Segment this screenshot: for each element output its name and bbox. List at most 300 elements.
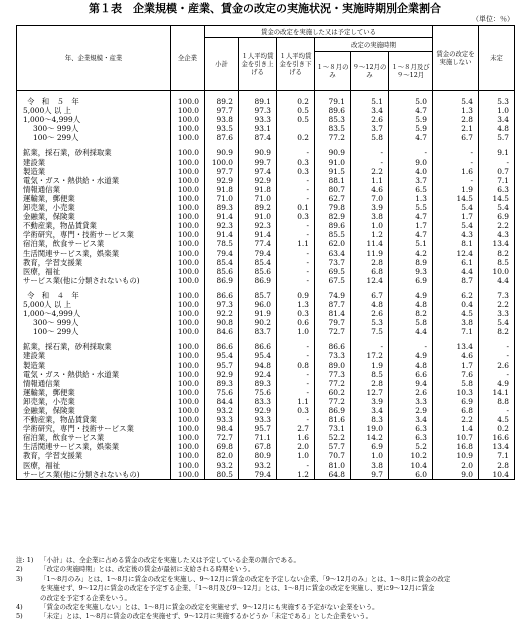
cell-value: - bbox=[277, 176, 315, 185]
cell-value: 94.8 bbox=[239, 361, 277, 370]
cell-value: 87.7 bbox=[315, 300, 351, 309]
cell-value: 2.0 bbox=[277, 442, 315, 451]
cell-value: 17.2 bbox=[351, 351, 389, 360]
cell-value: 100.0 bbox=[171, 461, 205, 470]
cell-value: - bbox=[277, 185, 315, 194]
cell-value: 6.3 bbox=[479, 185, 515, 194]
cell-value: 5.9 bbox=[389, 124, 433, 133]
cell-value: 97.3 bbox=[239, 106, 277, 115]
cell-value: 3.8 bbox=[351, 212, 389, 221]
cell-value: 6.3 bbox=[389, 424, 433, 433]
row-label: 製造業 bbox=[17, 361, 171, 370]
cell-value: 0.3 bbox=[277, 406, 315, 415]
cell-value: 85.6 bbox=[239, 267, 277, 276]
cell-value: 3.7 bbox=[351, 124, 389, 133]
cell-value: 73.7 bbox=[315, 258, 351, 267]
cell-value: 88.1 bbox=[315, 176, 351, 185]
table-row bbox=[17, 461, 515, 470]
cell-value: 9.1 bbox=[479, 148, 515, 157]
cell-value: 77.2 bbox=[315, 397, 351, 406]
cell-value: 6.1 bbox=[433, 258, 479, 267]
row-label: 生活関連サービス業，娯楽業 bbox=[17, 442, 171, 451]
cell-value: - bbox=[277, 230, 315, 239]
cell-value: 85.3 bbox=[315, 115, 351, 124]
cell-value: 85.6 bbox=[205, 267, 239, 276]
cell-value: 82.0 bbox=[205, 451, 239, 460]
cell-value: 86.6 bbox=[239, 342, 277, 351]
table-row bbox=[17, 239, 515, 248]
cell-value: 52.2 bbox=[315, 433, 351, 442]
row-label: 医療，福祉 bbox=[17, 267, 171, 276]
cell-value: 8.8 bbox=[479, 397, 515, 406]
cell-value: 70.7 bbox=[315, 451, 351, 460]
cell-value: 3.9 bbox=[351, 397, 389, 406]
cell-value: 2.8 bbox=[479, 461, 515, 470]
footnote-mark: 5) bbox=[16, 612, 23, 621]
cell-value: 8.2 bbox=[389, 309, 433, 318]
cell-value: 2.1 bbox=[433, 124, 479, 133]
cell-value: 4.4 bbox=[479, 276, 515, 285]
row-label: 生活関連サービス業，娯楽業 bbox=[17, 249, 171, 258]
cell-value: 13.4 bbox=[479, 442, 515, 451]
cell-value: 9.3 bbox=[389, 267, 433, 276]
footnote bbox=[16, 612, 516, 621]
cell-value: - bbox=[277, 415, 315, 424]
table-row bbox=[17, 379, 515, 388]
cell-value: 100.0 bbox=[171, 291, 205, 300]
cell-value: 5.9 bbox=[389, 115, 433, 124]
cell-value: 100.0 bbox=[205, 158, 239, 167]
cell-value: 1.1 bbox=[351, 176, 389, 185]
cell-value: 6.3 bbox=[389, 433, 433, 442]
row-label: 鉱業，採石業，砂利採取業 bbox=[17, 148, 171, 157]
cell-value: 75.6 bbox=[205, 388, 239, 397]
cell-value: 100.0 bbox=[171, 342, 205, 351]
cell-value: 90.2 bbox=[239, 318, 277, 327]
table-row bbox=[17, 442, 515, 451]
header-group: 賃金の改定を実施した又は予定している bbox=[205, 26, 433, 38]
row-label: サービス業(他に分類されないもの) bbox=[17, 470, 171, 480]
row-label: 不動産業，物品賃貸業 bbox=[17, 415, 171, 424]
row-label: 1,000～4,999人 bbox=[17, 309, 171, 318]
cell-value: 3.4 bbox=[479, 115, 515, 124]
cell-value: 3.4 bbox=[351, 106, 389, 115]
cell-value: 74.9 bbox=[315, 291, 351, 300]
cell-value: 5.3 bbox=[351, 318, 389, 327]
cell-value: 92.3 bbox=[205, 221, 239, 230]
footnote-mark bbox=[16, 594, 40, 603]
table-row bbox=[17, 176, 515, 185]
cell-value: 0.3 bbox=[277, 212, 315, 221]
cell-value: 4.9 bbox=[479, 379, 515, 388]
row-label: 卸売業，小売業 bbox=[17, 397, 171, 406]
cell-value: 100.0 bbox=[171, 185, 205, 194]
cell-value: 4.6 bbox=[433, 351, 479, 360]
cell-value: 93.8 bbox=[205, 115, 239, 124]
cell-value: 7.1 bbox=[479, 176, 515, 185]
table-row bbox=[17, 351, 515, 360]
cell-value: 64.8 bbox=[315, 470, 351, 480]
footnote-text: 「未定」とは、1～8月に賃金の改定を実施せず、9～12月に実施するかどうか「未定である」とした企業をいう。 bbox=[40, 612, 373, 621]
cell-value: 3.7 bbox=[389, 176, 433, 185]
row-label: 令 和 ４ 年 bbox=[17, 291, 171, 300]
cell-value: 89.6 bbox=[315, 106, 351, 115]
cell-value: 100.0 bbox=[171, 424, 205, 433]
table-body bbox=[17, 91, 515, 480]
cell-value: 71.1 bbox=[239, 433, 277, 442]
cell-value: 6.7 bbox=[433, 133, 479, 142]
cell-value: 100.0 bbox=[171, 239, 205, 248]
table-row bbox=[17, 424, 515, 433]
cell-value: 7.1 bbox=[433, 327, 479, 336]
cell-value: 1.0 bbox=[351, 451, 389, 460]
cell-value: 2.2 bbox=[479, 221, 515, 230]
cell-value: - bbox=[479, 370, 515, 379]
row-label: 宿泊業，飲食サービス業 bbox=[17, 433, 171, 442]
cell-value: 86.6 bbox=[205, 342, 239, 351]
cell-value: 100.0 bbox=[171, 176, 205, 185]
cell-value: 60.2 bbox=[315, 388, 351, 397]
row-label: 卸売業，小売業 bbox=[17, 203, 171, 212]
cell-value: 13.4 bbox=[433, 342, 479, 351]
cell-value: 81.0 bbox=[315, 461, 351, 470]
cell-value: 91.4 bbox=[205, 230, 239, 239]
cell-value: 93.5 bbox=[205, 124, 239, 133]
cell-value: 7.6 bbox=[433, 370, 479, 379]
header-cut: １人平均賃金を引き下げる bbox=[277, 38, 315, 91]
cell-value: 4.3 bbox=[433, 230, 479, 239]
cell-value: 91.8 bbox=[239, 185, 277, 194]
cell-value: - bbox=[277, 194, 315, 203]
cell-value: 75.6 bbox=[239, 388, 277, 397]
cell-value: 5.4 bbox=[479, 318, 515, 327]
cell-value: 95.7 bbox=[239, 424, 277, 433]
cell-value: 3.4 bbox=[351, 406, 389, 415]
cell-value: 100.0 bbox=[171, 203, 205, 212]
footnote bbox=[16, 584, 516, 593]
cell-value: 83.5 bbox=[315, 124, 351, 133]
cell-value: - bbox=[277, 221, 315, 230]
cell-value: 100.0 bbox=[171, 115, 205, 124]
row-label: 不動産業，物品賃貸業 bbox=[17, 221, 171, 230]
row-label: 金融業，保険業 bbox=[17, 406, 171, 415]
cell-value: 0.4 bbox=[433, 300, 479, 309]
cell-value: 80.5 bbox=[205, 470, 239, 480]
cell-value: 62.7 bbox=[315, 194, 351, 203]
cell-value: 4.7 bbox=[389, 212, 433, 221]
cell-value: 1.0 bbox=[479, 106, 515, 115]
cell-value: 90.8 bbox=[205, 318, 239, 327]
cell-value: 89.3 bbox=[205, 379, 239, 388]
table-row bbox=[17, 370, 515, 379]
cell-value: 7.0 bbox=[351, 194, 389, 203]
cell-value: 91.9 bbox=[239, 309, 277, 318]
cell-value: 14.1 bbox=[479, 388, 515, 397]
cell-value: 91.5 bbox=[315, 167, 351, 176]
cell-value: 16.6 bbox=[479, 433, 515, 442]
cell-value: 4.4 bbox=[389, 327, 433, 336]
cell-value: 2.9 bbox=[389, 406, 433, 415]
cell-value: 100.0 bbox=[171, 124, 205, 133]
cell-value: - bbox=[351, 342, 389, 351]
row-label: 情報通信業 bbox=[17, 185, 171, 194]
cell-value: 86.9 bbox=[205, 276, 239, 285]
footnote-text: 「改定の実施時期」とは、改定後の賃金が最初に支給される時期をいう。 bbox=[40, 565, 255, 574]
cell-value: 100.0 bbox=[171, 97, 205, 106]
cell-value: 100.0 bbox=[171, 470, 205, 480]
cell-value: 1.9 bbox=[351, 361, 389, 370]
header-raise: １人平均賃金を引き上げる bbox=[239, 38, 277, 91]
table-row bbox=[17, 451, 515, 460]
cell-value: 6.2 bbox=[433, 291, 479, 300]
cell-value: 100.0 bbox=[171, 194, 205, 203]
footnote bbox=[16, 603, 516, 612]
cell-value: 5.4 bbox=[433, 97, 479, 106]
cell-value: 2.2 bbox=[479, 300, 515, 309]
cell-value: 100.0 bbox=[171, 258, 205, 267]
cell-value: - bbox=[433, 158, 479, 167]
cell-value: 2.6 bbox=[351, 309, 389, 318]
cell-value: 90.9 bbox=[239, 148, 277, 157]
cell-value: - bbox=[351, 158, 389, 167]
cell-value: 78.5 bbox=[205, 239, 239, 248]
row-label: 運輸業，郵便業 bbox=[17, 194, 171, 203]
cell-value: 2.8 bbox=[351, 379, 389, 388]
row-label: 学術研究，専門・技術サービス業 bbox=[17, 230, 171, 239]
table-row bbox=[17, 276, 515, 285]
cell-value: 9.0 bbox=[433, 470, 479, 480]
cell-value: 57.7 bbox=[315, 442, 351, 451]
header-both: １～８月及び９～12月 bbox=[389, 52, 433, 91]
table-title: 第１表 企業規模・産業、賃金の改定の実施状況・実施時期別企業割合 bbox=[89, 2, 441, 15]
footnote bbox=[16, 565, 516, 574]
cell-value: 9.7 bbox=[351, 470, 389, 480]
cell-value: 85.7 bbox=[239, 291, 277, 300]
cell-value: 98.4 bbox=[205, 424, 239, 433]
row-label: 教育，学習支援業 bbox=[17, 258, 171, 267]
cell-value: 4.5 bbox=[433, 309, 479, 318]
table-row bbox=[17, 106, 515, 115]
cell-value: 100.0 bbox=[171, 451, 205, 460]
cell-value: - bbox=[277, 342, 315, 351]
cell-value: 16.8 bbox=[433, 442, 479, 451]
row-label: 学術研究，専門・技術サービス業 bbox=[17, 424, 171, 433]
footnote-text: の改定を予定する企業をいう。 bbox=[40, 593, 131, 602]
cell-value: 9.4 bbox=[389, 379, 433, 388]
table-row bbox=[17, 133, 515, 142]
cell-value: 5.4 bbox=[433, 203, 479, 212]
cell-value: 82.9 bbox=[315, 212, 351, 221]
cell-value: 2.6 bbox=[389, 388, 433, 397]
row-label: 金融業，保険業 bbox=[17, 212, 171, 221]
cell-value: 93.3 bbox=[205, 415, 239, 424]
cell-value: 81.6 bbox=[315, 415, 351, 424]
table-row bbox=[17, 167, 515, 176]
table-row bbox=[17, 148, 515, 157]
wage-revision-table bbox=[16, 25, 515, 480]
cell-value: 1.6 bbox=[433, 167, 479, 176]
cell-value: 0.7 bbox=[479, 167, 515, 176]
footnote-text: 「賃金の改定を実施しない」とは、1～8月に賃金の改定を実施せず、9～12月にも実施する予定がない企業をいう。 bbox=[40, 603, 379, 612]
cell-value: - bbox=[433, 176, 479, 185]
cell-value: 0.2 bbox=[479, 424, 515, 433]
cell-value: 100.0 bbox=[171, 379, 205, 388]
cell-value: 92.9 bbox=[239, 406, 277, 415]
cell-value: 6.7 bbox=[351, 291, 389, 300]
cell-value: 0.6 bbox=[277, 318, 315, 327]
cell-value: 12.4 bbox=[433, 249, 479, 258]
cell-value: 10.4 bbox=[479, 470, 515, 480]
cell-value: - bbox=[277, 388, 315, 397]
cell-value: 80.9 bbox=[239, 451, 277, 460]
cell-value: 1.1 bbox=[277, 397, 315, 406]
cell-value: 89.1 bbox=[239, 97, 277, 106]
cell-value: 85.5 bbox=[315, 230, 351, 239]
cell-value: 8.9 bbox=[389, 258, 433, 267]
footnote bbox=[16, 556, 516, 565]
cell-value: 90.9 bbox=[205, 148, 239, 157]
cell-value: 7.3 bbox=[479, 291, 515, 300]
cell-value: 79.7 bbox=[315, 318, 351, 327]
table-row bbox=[17, 470, 515, 480]
cell-value: 100.0 bbox=[171, 167, 205, 176]
cell-value: 12.7 bbox=[351, 388, 389, 397]
cell-value: 86.9 bbox=[315, 406, 351, 415]
table-row bbox=[17, 327, 515, 336]
cell-value: 100.0 bbox=[171, 133, 205, 142]
cell-value: 79.4 bbox=[239, 249, 277, 258]
cell-value: 95.4 bbox=[239, 351, 277, 360]
cell-value: 5.1 bbox=[351, 97, 389, 106]
cell-value: 1.3 bbox=[389, 194, 433, 203]
cell-value: 3.8 bbox=[433, 318, 479, 327]
cell-value: 19.0 bbox=[351, 424, 389, 433]
cell-value: 3.3 bbox=[479, 309, 515, 318]
cell-value: 14.5 bbox=[479, 194, 515, 203]
table-row bbox=[17, 203, 515, 212]
cell-value: 79.4 bbox=[239, 470, 277, 480]
cell-value: 100.0 bbox=[171, 442, 205, 451]
header-total: 全企業 bbox=[171, 26, 205, 91]
cell-value: 79.4 bbox=[205, 249, 239, 258]
row-label: 300～ 999人 bbox=[17, 124, 171, 133]
table-row bbox=[17, 267, 515, 276]
cell-value: 77.2 bbox=[315, 133, 351, 142]
cell-value: 4.8 bbox=[389, 300, 433, 309]
table-row bbox=[17, 406, 515, 415]
table-row bbox=[17, 230, 515, 239]
cell-value: - bbox=[277, 276, 315, 285]
cell-value: 4.4 bbox=[433, 267, 479, 276]
cell-value: 6.9 bbox=[389, 276, 433, 285]
cell-value: 1.0 bbox=[351, 221, 389, 230]
cell-value: 10.0 bbox=[479, 267, 515, 276]
cell-value: 9.0 bbox=[389, 158, 433, 167]
cell-value: 14.2 bbox=[351, 433, 389, 442]
cell-value: 6.9 bbox=[351, 442, 389, 451]
cell-value: 89.6 bbox=[315, 221, 351, 230]
cell-value: 89.3 bbox=[205, 203, 239, 212]
cell-value: 89.3 bbox=[239, 379, 277, 388]
cell-value: 1.2 bbox=[277, 470, 315, 480]
cell-value: - bbox=[479, 351, 515, 360]
cell-value: 4.9 bbox=[389, 351, 433, 360]
cell-value: 84.6 bbox=[205, 327, 239, 336]
cell-value: 5.8 bbox=[389, 318, 433, 327]
cell-value: 100.0 bbox=[171, 370, 205, 379]
cell-value: - bbox=[277, 249, 315, 258]
header-not-implemented: 賃金の改定を実施しない bbox=[433, 26, 479, 91]
cell-value: 6.9 bbox=[479, 212, 515, 221]
cell-value: 83.7 bbox=[239, 327, 277, 336]
cell-value: 8.7 bbox=[433, 276, 479, 285]
footnote-mark: 3) bbox=[16, 574, 23, 583]
cell-value: 100.0 bbox=[171, 148, 205, 157]
cell-value: 100.0 bbox=[171, 406, 205, 415]
cell-value: 3.3 bbox=[389, 397, 433, 406]
cell-value: 0.8 bbox=[277, 361, 315, 370]
cell-value: 95.4 bbox=[205, 351, 239, 360]
cell-value: 87.4 bbox=[239, 133, 277, 142]
row-label: 建設業 bbox=[17, 351, 171, 360]
cell-value: 93.2 bbox=[205, 406, 239, 415]
cell-value: 100.0 bbox=[171, 267, 205, 276]
cell-value: 8.5 bbox=[351, 370, 389, 379]
footnote-mark: 2) bbox=[16, 565, 23, 574]
cell-value: 3.9 bbox=[351, 203, 389, 212]
cell-value: 3.8 bbox=[351, 461, 389, 470]
cell-value: 92.9 bbox=[205, 176, 239, 185]
cell-value: 73.1 bbox=[315, 424, 351, 433]
cell-value: 87.6 bbox=[205, 133, 239, 142]
cell-value: 2.6 bbox=[479, 361, 515, 370]
cell-value: 93.3 bbox=[239, 115, 277, 124]
cell-value: 89.2 bbox=[205, 97, 239, 106]
cell-value: 5.7 bbox=[479, 133, 515, 142]
cell-value: 97.7 bbox=[205, 167, 239, 176]
cell-value: 4.8 bbox=[389, 361, 433, 370]
cell-value: 5.0 bbox=[389, 97, 433, 106]
cell-value: 5.4 bbox=[433, 221, 479, 230]
cell-value: - bbox=[389, 342, 433, 351]
cell-value: 100.0 bbox=[171, 249, 205, 258]
cell-value: 3.4 bbox=[389, 415, 433, 424]
cell-value: 4.7 bbox=[389, 133, 433, 142]
cell-value: 1.0 bbox=[277, 327, 315, 336]
table-row bbox=[17, 194, 515, 203]
cell-value: 4.7 bbox=[389, 230, 433, 239]
cell-value: 100.0 bbox=[171, 106, 205, 115]
cell-value: 91.0 bbox=[239, 212, 277, 221]
cell-value: - bbox=[277, 461, 315, 470]
cell-value: 79.8 bbox=[315, 203, 351, 212]
cell-value: - bbox=[277, 267, 315, 276]
row-label: 令 和 ５ 年 bbox=[17, 97, 171, 106]
cell-value: 13.4 bbox=[479, 239, 515, 248]
row-label: 教育，学習支援業 bbox=[17, 451, 171, 460]
cell-value: 91.4 bbox=[239, 230, 277, 239]
table-row bbox=[17, 318, 515, 327]
cell-value: 93.1 bbox=[239, 124, 277, 133]
cell-value: 2.7 bbox=[277, 424, 315, 433]
header-jan-aug: １～８月のみ bbox=[315, 52, 351, 91]
cell-value: 63.4 bbox=[315, 249, 351, 258]
cell-value: 69.8 bbox=[205, 442, 239, 451]
row-label: 300～ 999人 bbox=[17, 318, 171, 327]
cell-value: 0.2 bbox=[277, 97, 315, 106]
cell-value: 83.3 bbox=[239, 397, 277, 406]
cell-value: 6.6 bbox=[389, 370, 433, 379]
